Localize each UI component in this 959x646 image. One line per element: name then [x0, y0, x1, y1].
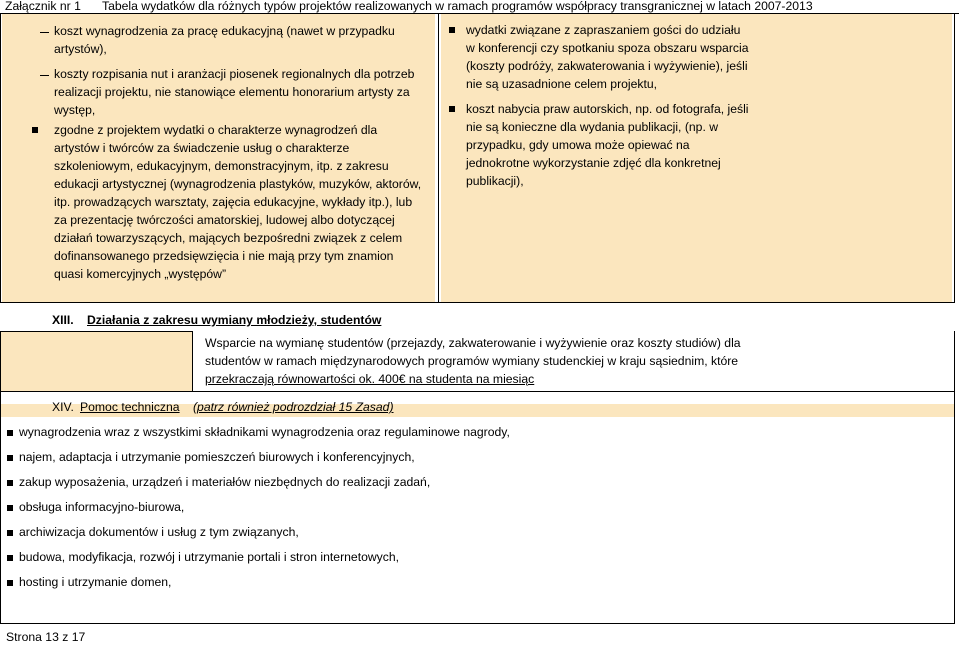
- bullet-icon: [7, 505, 13, 511]
- section-13-line: Wsparcie na wymianę studentów (przejazdy, zakwaterowanie i wyżywienie oraz koszty studiów) dla: [205, 336, 741, 350]
- left-bullet-line: za prezentację twórczości amatorskiej, ludowej albo dotyczącej: [54, 213, 395, 227]
- left-bullet-line: działań towarzyszących, mających bezpośredni związek z celem: [54, 231, 403, 245]
- right-bullet-line: nie są konieczne dla wydania publikacji, (np. w: [466, 120, 719, 134]
- bullet-icon: [7, 430, 13, 436]
- left-bullet-line: szkoleniowym, edukacyjnym, demonstracyjnym, itp. z zakresu: [54, 159, 389, 173]
- section-13-number: XIII.: [52, 313, 74, 327]
- bullet-icon: [7, 580, 13, 586]
- upper-table-border: [0, 14, 955, 303]
- section-13-heading: [0, 312, 955, 331]
- section-14-item: najem, adaptacja i utrzymanie pomieszczeń biurowych i konferencyjnych,: [19, 450, 415, 464]
- section-13-title: Działania z zakresu wymiany młodzieży, studentów: [87, 313, 382, 327]
- bullet-icon: [7, 555, 13, 561]
- section-14-note: (patrz również podrozdział 15 Zasad): [193, 400, 394, 414]
- section-13-line: studentów w ramach międzynarodowych programów wymiany studenckiej w kraju sąsiednim, które: [205, 354, 739, 368]
- left-bullet-line: edukacji artystycznej (wynagrodzenia plastyków, muzyków, aktorów,: [54, 177, 422, 191]
- header-title: Tabela wydatków dla różnych typów projektów realizowanych w ramach programów współpracy transgranicznej w latach 2007-2013: [102, 0, 813, 13]
- section-13-text-cell: [192, 331, 954, 391]
- section-14-item: obsługa informacyjno-biurowa,: [19, 500, 185, 514]
- right-bullet-line: (koszty podróży, zakwaterowania i wyżywienie), jeśli: [466, 59, 748, 73]
- section-14-item: archiwizacja dokumentów i usług z tym związanych,: [19, 525, 299, 539]
- left-dash-line: występ,: [54, 103, 96, 117]
- right-bullet-line: w konferencji czy spotkaniu spoza obszaru wsparcia: [466, 41, 749, 55]
- right-bullet-line: publikacji),: [466, 174, 524, 188]
- right-bullet-line: nie są uzasadnione celem projektu,: [466, 77, 658, 91]
- left-bullet-line: zgodne z projektem wydatki o charakterze wynagrodzeń dla: [54, 123, 378, 137]
- section-14-number: XIV.: [52, 400, 74, 414]
- left-dash-line: koszty rozpisania nut i aranżacji piosenek regionalnych dla potrzeb: [54, 67, 415, 81]
- section-14-item: wynagrodzenia wraz z wszystkimi składnikami wynagrodzenia oraz regulaminowe nagrody,: [19, 425, 510, 439]
- left-bullet-line: dofinansowanego przedsięwzięcia i nie mają przy tym znamion: [54, 249, 394, 263]
- bullet-icon: [7, 480, 13, 486]
- section-14-item: zakup wyposażenia, urządzeń i materiałów niezbędnych do realizacji zadań,: [19, 475, 431, 489]
- right-bullet-line: jednokrotne wykorzystanie zdjęć dla konkretnej: [466, 156, 721, 170]
- left-bullet-line: artystów i twórców za świadczenie usług o charakterze: [54, 141, 350, 155]
- attachment-label: Załącznik nr 1: [5, 0, 81, 13]
- right-bullet-line: przypadku, gdy umowa może opiewać na: [466, 138, 690, 152]
- left-bullet-line: quasi komercyjnych „występów”: [54, 267, 227, 281]
- left-bullet-line: itp. prowadzących warsztaty, zajęcia edukacyjne, wykłady itp.), lub: [54, 195, 413, 209]
- left-dash-line: artystów),: [54, 42, 107, 56]
- page-number: Strona 13 z 17: [6, 630, 86, 644]
- section-13-line: przekraczają równowartości ok. 400€ na studenta na miesiąc: [205, 372, 535, 386]
- section-14-title: Pomoc techniczna: [80, 400, 180, 414]
- left-dash-line: koszt wynagrodzenia za pracę edukacyjną (nawet w przypadku: [54, 24, 395, 38]
- right-bullet-line: koszt nabycia praw autorskich, np. od fotografa, jeśli: [466, 102, 749, 116]
- page-header: [0, 0, 959, 12]
- section-14-item: hosting i utrzymanie domen,: [19, 575, 172, 589]
- section-14-item: budowa, modyfikacja, rozwój i utrzymanie portali i stron internetowych,: [19, 550, 400, 564]
- right-bullet-line: wydatki związane z zapraszaniem gości do udziału: [466, 23, 741, 37]
- left-dash-line: realizacji projektu, nie stanowiące elementu honorarium artysty za: [54, 85, 410, 99]
- bullet-icon: [7, 530, 13, 536]
- column-divider: [438, 14, 439, 303]
- bullet-icon: [7, 455, 13, 461]
